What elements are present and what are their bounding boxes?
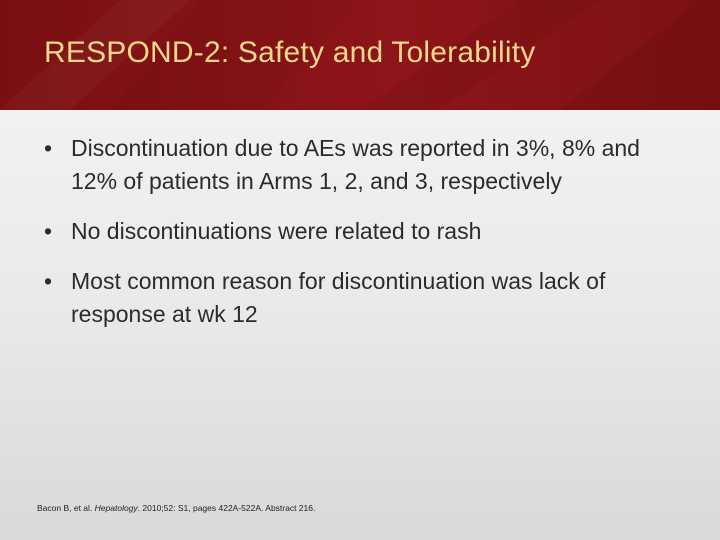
bullet-marker: • — [44, 218, 53, 244]
slide-title: RESPOND-2: Safety and Tolerability — [44, 36, 536, 69]
bullet-list — [44, 132, 684, 348]
bullet-text: No discontinuations were related to rash — [71, 218, 482, 244]
citation — [37, 503, 315, 513]
citation-journal: Hepatology — [94, 503, 138, 513]
bullet-item — [44, 132, 684, 198]
bullet-marker: • — [44, 268, 53, 294]
citation-details: . 2010;52: S1, pages 422A-522A. Abstract 216. — [137, 503, 316, 513]
bullet-item — [44, 265, 684, 331]
bullet-marker: • — [44, 135, 53, 161]
bullet-item — [44, 215, 684, 248]
bullet-text: Discontinuation due to AEs was reported in 3%, 8% and 12% of patients in Arms 1, 2, and 3, respectively — [71, 135, 640, 194]
citation-authors: Bacon B, et al. — [37, 503, 95, 513]
title-banner — [0, 0, 720, 110]
bullet-text: Most common reason for discontinuation was lack of response at wk 12 — [71, 268, 606, 327]
